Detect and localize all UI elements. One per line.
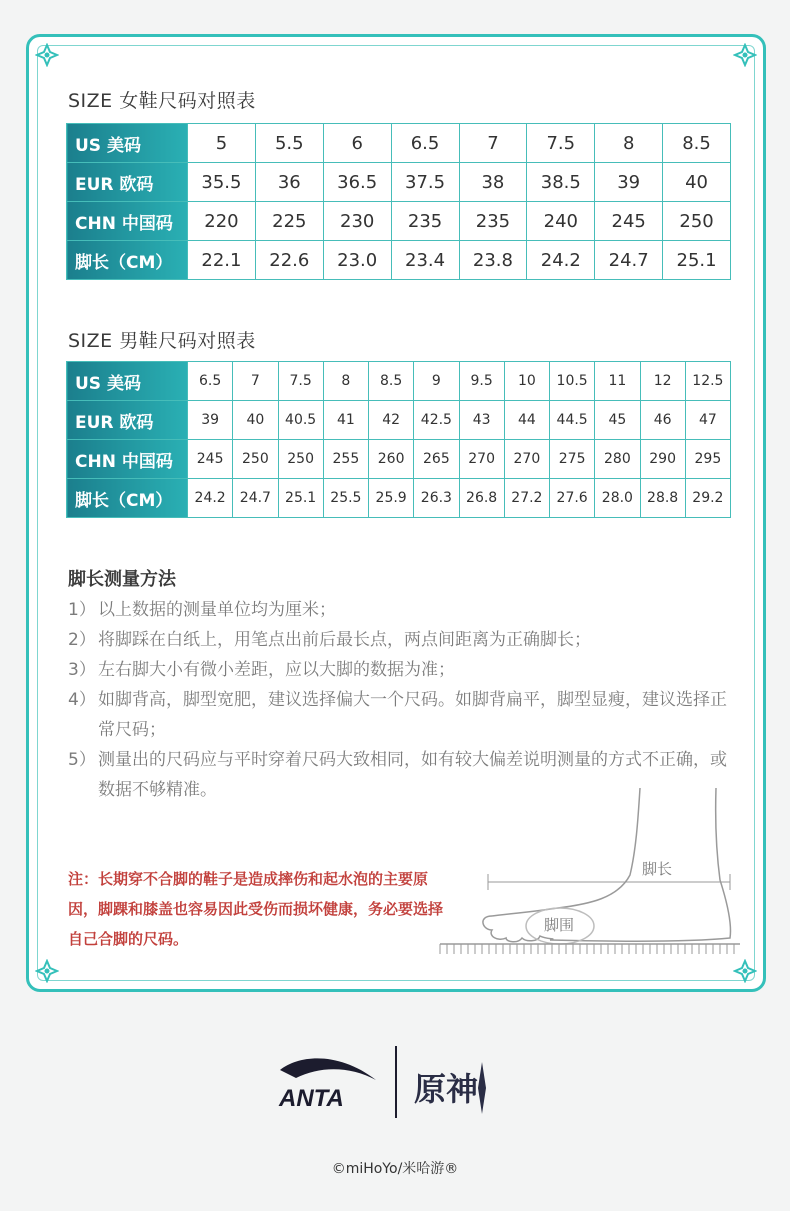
size-cell: 25.5 (323, 479, 368, 518)
row-header: US 美码 (67, 124, 188, 163)
size-cell: 7.5 (527, 124, 595, 163)
size-cell: 26.8 (459, 479, 504, 518)
size-cell: 26.3 (414, 479, 459, 518)
size-row (67, 362, 731, 401)
size-cell: 7 (459, 124, 527, 163)
size-cell: 46 (640, 401, 685, 440)
size-cell: 225 (255, 202, 323, 241)
size-row (67, 479, 731, 518)
size-cell: 38 (459, 163, 527, 202)
method-item (68, 685, 738, 745)
size-cell: 9.5 (459, 362, 504, 401)
size-cell: 240 (527, 202, 595, 241)
size-row (67, 124, 731, 163)
size-cell: 42 (369, 401, 414, 440)
size-cell: 5.5 (255, 124, 323, 163)
size-cell: 245 (188, 440, 233, 479)
size-cell: 42.5 (414, 401, 459, 440)
size-cell: 270 (459, 440, 504, 479)
size-cell: 235 (391, 202, 459, 241)
size-cell: 7 (233, 362, 278, 401)
size-cell: 39 (595, 163, 663, 202)
anta-logo (278, 1058, 376, 1112)
size-cell: 295 (685, 440, 730, 479)
size-cell: 9 (414, 362, 459, 401)
size-cell: 5 (188, 124, 256, 163)
size-row (67, 241, 731, 280)
row-header: EUR 欧码 (67, 401, 188, 440)
method-item-number: 3） (68, 660, 96, 680)
size-cell: 12 (640, 362, 685, 401)
row-header: 脚长（CM） (67, 479, 188, 518)
method-item-text: 如脚背高，脚型宽肥，建议选择偏大一个尺码。如脚背扁平，脚型显瘦，建议选择正常尺码； (98, 690, 727, 740)
size-cell: 38.5 (527, 163, 595, 202)
size-cell: 25.9 (369, 479, 414, 518)
size-cell: 25.1 (663, 241, 731, 280)
size-cell: 24.7 (595, 241, 663, 280)
method-item-number: 4） (68, 690, 96, 710)
size-row (67, 202, 731, 241)
size-cell: 24.2 (527, 241, 595, 280)
size-cell: 36.5 (323, 163, 391, 202)
method-item-text: 左右脚大小有微小差距，应以大脚的数据为准； (98, 660, 455, 680)
size-cell: 23.8 (459, 241, 527, 280)
size-cell: 265 (414, 440, 459, 479)
women-size-table (66, 123, 731, 280)
size-cell: 36 (255, 163, 323, 202)
size-cell: 44.5 (550, 401, 595, 440)
size-cell: 12.5 (685, 362, 730, 401)
corner-ornament-icon (35, 43, 59, 67)
genshin-wordmark: 原神 (414, 1070, 479, 1108)
size-cell: 28.8 (640, 479, 685, 518)
size-cell: 23.0 (323, 241, 391, 280)
size-cell: 44 (504, 401, 549, 440)
size-cell: 255 (323, 440, 368, 479)
size-row (67, 440, 731, 479)
men-size-table (66, 361, 731, 518)
size-cell: 39 (188, 401, 233, 440)
size-cell: 40 (663, 163, 731, 202)
row-header: CHN 中国码 (67, 202, 188, 241)
size-cell: 280 (595, 440, 640, 479)
size-cell: 22.6 (255, 241, 323, 280)
method-item (68, 655, 738, 685)
size-cell: 220 (188, 202, 256, 241)
size-cell: 260 (369, 440, 414, 479)
size-cell: 37.5 (391, 163, 459, 202)
size-cell: 35.5 (188, 163, 256, 202)
size-cell: 28.0 (595, 479, 640, 518)
size-cell: 270 (504, 440, 549, 479)
size-cell: 47 (685, 401, 730, 440)
method-list (68, 595, 738, 805)
size-cell: 250 (663, 202, 731, 241)
size-cell: 45 (595, 401, 640, 440)
copyright-text: ©miHoYo/米哈游® (331, 1161, 459, 1177)
method-item (68, 595, 738, 625)
size-cell: 235 (459, 202, 527, 241)
method-item (68, 625, 738, 655)
size-cell: 230 (323, 202, 391, 241)
size-cell: 40 (233, 401, 278, 440)
size-cell: 6 (323, 124, 391, 163)
size-cell: 23.4 (391, 241, 459, 280)
row-header: 脚长（CM） (67, 241, 188, 280)
size-cell: 275 (550, 440, 595, 479)
size-cell: 24.2 (188, 479, 233, 518)
size-cell: 10.5 (550, 362, 595, 401)
men-size-title: SIZE 男鞋尺码对照表 (68, 330, 256, 352)
size-cell: 8.5 (663, 124, 731, 163)
size-cell: 8.5 (369, 362, 414, 401)
method-item-number: 1） (68, 600, 96, 620)
corner-ornament-icon (35, 959, 59, 983)
corner-ornament-icon (733, 959, 757, 983)
method-item-number: 2） (68, 630, 96, 650)
size-cell: 43 (459, 401, 504, 440)
genshin-logo (414, 1062, 486, 1114)
size-cell: 11 (595, 362, 640, 401)
size-row (67, 401, 731, 440)
size-cell: 27.6 (550, 479, 595, 518)
size-row (67, 163, 731, 202)
warning-note: 注：长期穿不合脚的鞋子是造成摔伤和起水泡的主要原因，脚踝和膝盖也容易因此受伤而损坏健康，务必要选择自己合脚的尺码。 (68, 870, 444, 948)
size-cell: 41 (323, 401, 368, 440)
size-cell: 22.1 (188, 241, 256, 280)
size-cell: 7.5 (278, 362, 323, 401)
anta-wordmark: ANTA (279, 1085, 344, 1112)
size-cell: 250 (233, 440, 278, 479)
size-cell: 10 (504, 362, 549, 401)
size-cell: 6.5 (391, 124, 459, 163)
size-cell: 27.2 (504, 479, 549, 518)
row-header: CHN 中国码 (67, 440, 188, 479)
method-title: 脚长测量方法 (68, 569, 176, 590)
size-cell: 6.5 (188, 362, 233, 401)
size-cell: 245 (595, 202, 663, 241)
women-size-title: SIZE 女鞋尺码对照表 (68, 90, 256, 112)
brand-logo-area (0, 1040, 790, 1130)
corner-ornament-icon (733, 43, 757, 67)
size-cell: 290 (640, 440, 685, 479)
method-item-text: 将脚踩在白纸上，用笔点出前后最长点，两点间距离为正确脚长； (98, 630, 591, 650)
row-header: US 美码 (67, 362, 188, 401)
size-cell: 24.7 (233, 479, 278, 518)
size-cell: 8 (323, 362, 368, 401)
method-item-text: 测量出的尺码应与平时穿着尺码大致相同，如有较大偏差说明测量的方式不正确，或数据不够精准。 (98, 750, 727, 800)
size-cell: 29.2 (685, 479, 730, 518)
foot-girth-label: 脚围 (544, 916, 575, 934)
size-cell: 8 (595, 124, 663, 163)
size-cell: 25.1 (278, 479, 323, 518)
method-item-number: 5） (68, 750, 96, 770)
foot-length-label: 脚长 (642, 860, 673, 878)
foot-measure-diagram (430, 780, 740, 960)
method-item-text: 以上数据的测量单位均为厘米； (98, 600, 336, 620)
size-cell: 250 (278, 440, 323, 479)
row-header: EUR 欧码 (67, 163, 188, 202)
size-cell: 40.5 (278, 401, 323, 440)
